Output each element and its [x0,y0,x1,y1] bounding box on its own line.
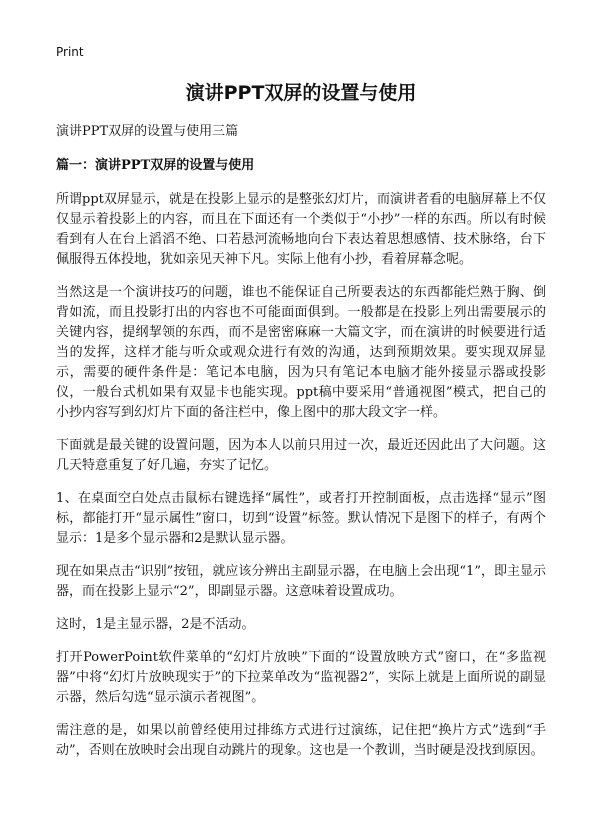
document-page [56,44,546,774]
paragraph-identify: 现在如果点击“识别”按钮，就应该分辨出主副显示器，在电脑上会出现“1”，即主显示器，而在投影上显示“2”，即副显示器。这意味着设置成功。 [56,564,546,599]
print-label: Print [56,45,84,59]
section-heading: 篇一：演讲PPT双屏的设置与使用 [56,158,255,173]
paragraph-note: 需注意的是，如果以前曾经使用过排练方式进行过演练，记住把“换片方式”选到“手动”，否则在放映时会出现自动跳片的现象。这也是一个教训，当时硬是没找到原因。 [56,723,546,758]
paragraph-intro: 所谓ppt双屏显示，就是在投影上显示的是整张幻灯片，而演讲者看的电脑屏幕上不仅仅显示着投影上的内容，而且在下面还有一个类似于“小抄”一样的东西。所以有时候看到有人在台上滔滔不绝、口若悬河流畅地向台下表达着思想感情、技术脉络，台下佩服得五体投地，犹如亲见天神下凡。实际上他有小抄，看着屏幕念呢。 [56,192,546,267]
document-title: 演讲PPT双屏的设置与使用 [185,82,417,104]
paragraph-step-1: 1、在桌面空白处点击鼠标右键选择“属性”，或者打开控制面板，点击选择“显示”图标，都能打开“显示属性”窗口，切到“设置”标签。默认情况下是图下的样子，有两个显示：1是多个显示器和2是默认显示器。 [56,491,546,546]
paragraph-key-settings: 下面就是最关键的设置问题，因为本人以前只用过一次，最近还因此出了大问题。这几天特意重复了好几遍，夯实了记忆。 [56,438,546,473]
paragraph-technique: 当然这是一个演讲技巧的问题，谁也不能保证自己所要表达的东西都能烂熟于胸、倒背如流，而且投影打出的内容也不可能面面俱到。一般都是在投影上列出需要展示的关键内容，提纲挈领的东西，而不是密密麻麻一大篇文字，而在演讲的时候要进行适当的发挥，这样才能与听众或观众进行有效的沟通，达到预期效果。要实现双屏显示，需要的硬件条件是：笔记本电脑，因为只有笔记本电脑才能外接显示器或投影仪，一般台式机如果有双显卡也能实现。ppt稿中要采用“普通视图”模式，把自己的小抄内容写到幻灯片下面的备注栏中，像上图中的那大段文字一样。 [56,285,546,420]
paragraph-status: 这时，1是主显示器，2是不活动。 [56,617,255,632]
paragraph-powerpoint: 打开PowerPoint软件菜单的“幻灯片放映”下面的“设置放映方式”窗口，在“多监视器”中将“幻灯片放映现实于”的下拉菜单改为“监视器2”，实际上就是上面所说的副显示器，然后勾选“显示演示者视图”。 [56,650,546,705]
document-subtitle: 演讲PPT双屏的设置与使用三篇 [56,124,239,139]
